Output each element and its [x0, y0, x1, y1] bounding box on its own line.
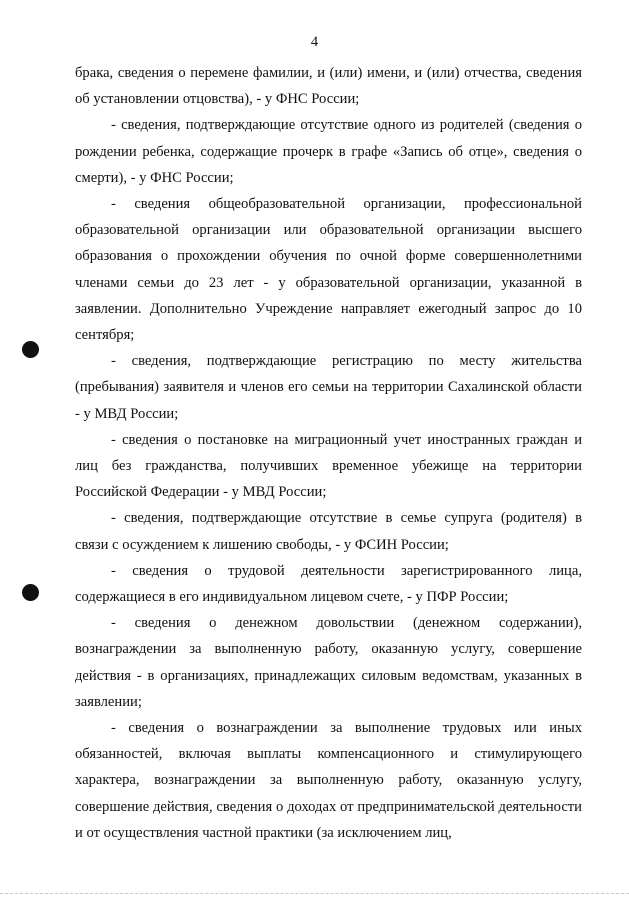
paragraph: - сведения, подтверждающие отсутствие одного из родителей (сведения о рождении ребенка, содержащие прочерк в графе «Запись об отце», сведения о смерти), - у ФНС России; — [75, 117, 582, 186]
page-number: 4 — [310, 34, 319, 50]
paragraph: - сведения о вознаграждении за выполнение трудовых или иных обязанностей, включая выплаты компенсационного и стимулирующего характера, вознаграждении за выполненную работу, оказанную услугу, совершение действия, сведения о доходах от предпринимательской деятельности и от осуществления частной практики (за исключением лиц, — [75, 720, 582, 841]
paragraph: брака, сведения о перемене фамилии, и (или) имени, и (или) отчества, сведения об установлении отцовства), - у ФНС России; — [75, 65, 582, 108]
paragraph: - сведения о денежном довольствии (денежном содержании), вознаграждении за выполненную работу, оказанную услугу, совершение действия - в организациях, принадлежащих силовым ведомствам, указанных в заявлении; — [75, 615, 582, 710]
paragraph: - сведения, подтверждающие отсутствие в семье супруга (родителя) в связи с осуждением к лишению свободы, - у ФСИН России; — [75, 510, 582, 553]
paragraph: - сведения о постановке на миграционный учет иностранных граждан и лиц без гражданства, получивших временное убежище на территории Российской Федерации - у МВД России; — [75, 431, 582, 501]
paragraph: - сведения о трудовой деятельности зарегистрированного лица, содержащиеся в его индивидуальном лицевом счете, - у ПФР России; — [75, 562, 582, 606]
paragraph: - сведения общеобразовательной организации, профессиональной образовательной организации или образовательной организации высшего образования о прохождении обучения по очной форме совершеннолетними членами семьи до 23 лет - у образовательной организации, указанной в заявлении. Дополнительно Учреждение направляет ежегодный запрос до 10 сентября; — [75, 196, 582, 344]
paragraph: - сведения, подтверждающие регистрацию по месту жительства (пребывания) заявителя и членов его семьи на территории Сахалинской области - у МВД России; — [75, 353, 582, 422]
punch-hole — [22, 341, 39, 358]
punch-hole — [22, 584, 39, 601]
document-body — [75, 60, 582, 846]
page-bottom-edge — [0, 893, 629, 894]
